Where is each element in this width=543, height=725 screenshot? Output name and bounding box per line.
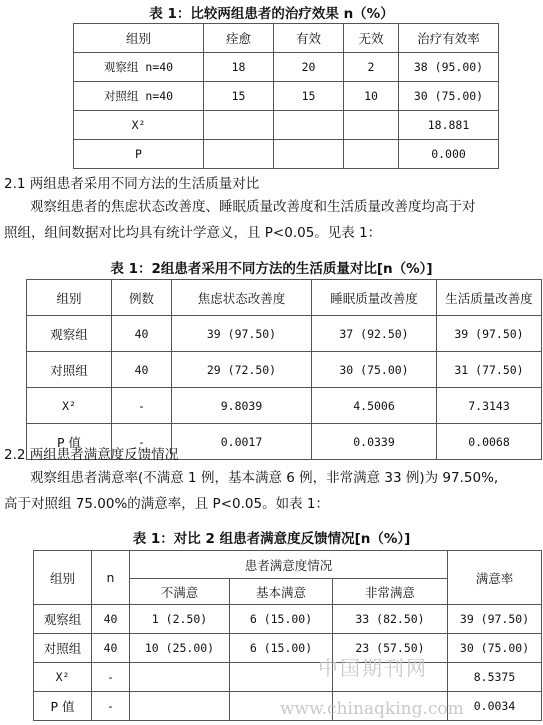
table3-cell: 0.0034 xyxy=(448,692,542,721)
table2-header-anxiety: 焦虑状态改善度 xyxy=(172,280,312,316)
table2-caption: 表 1：2组患者采用不同方法的生活质量对比[n（%）] xyxy=(110,261,433,277)
table2-cell: 7.3143 xyxy=(437,388,542,424)
table-row xyxy=(27,316,542,352)
table-row xyxy=(34,663,542,692)
table2-cell: 31 (77.50) xyxy=(437,352,542,388)
table2-cell: 39 (97.50) xyxy=(437,316,542,352)
table-row xyxy=(74,82,499,111)
table2-cell: 观察组 xyxy=(27,316,112,352)
table3-subheader-unsatisfied: 不满意 xyxy=(130,579,230,605)
table-row xyxy=(74,111,499,140)
table1 xyxy=(73,23,499,169)
table1-cell: P xyxy=(74,140,204,169)
table2-cell: 30 (75.00) xyxy=(312,352,437,388)
table3-subheader-very: 非常满意 xyxy=(333,579,448,605)
table3-subheader-basic: 基本满意 xyxy=(230,579,333,605)
section3-paragraph-line2: 高于对照组 75.00%的满意率，且 P<0.05。如表 1： xyxy=(4,496,329,512)
table3-cell: 30 (75.00) xyxy=(448,634,542,663)
table2-header-life: 生活质量改善度 xyxy=(437,280,542,316)
table3 xyxy=(33,550,542,721)
table3-cell xyxy=(130,692,230,721)
table2-cell: 40 xyxy=(112,352,172,388)
table1-cell: 18 xyxy=(204,53,274,82)
table2-cell: 0.0339 xyxy=(312,424,437,460)
table2-cell: 4.5006 xyxy=(312,388,437,424)
table2-header-sleep: 睡眠质量改善度 xyxy=(312,280,437,316)
table2-cell: 39 (97.50) xyxy=(172,316,312,352)
table3-cell: 33 (82.50) xyxy=(333,605,448,634)
table2-header-group: 组别 xyxy=(27,280,112,316)
table2-cell: P 值 xyxy=(27,424,112,460)
table1-cell xyxy=(204,140,274,169)
table1-header-rate: 治疗有效率 xyxy=(399,24,499,53)
table1-cell xyxy=(344,140,399,169)
table3-cell: P 值 xyxy=(34,692,92,721)
table1-header-ineffective: 无效 xyxy=(344,24,399,53)
section-heading-2-2: 2.2 两组患者满意度反馈情况 xyxy=(4,447,179,463)
watermark-url: www.chinaqking.com xyxy=(280,699,464,719)
table1-cell: 30 (75.00) xyxy=(399,82,499,111)
table2-cell: 29 (72.50) xyxy=(172,352,312,388)
table2-cell: 37 (92.50) xyxy=(312,316,437,352)
section-heading-2-1: 2.1 两组患者采用不同方法的生活质量对比 xyxy=(4,176,260,192)
table3-cell: 23 (57.50) xyxy=(333,634,448,663)
section2-paragraph-line1: 观察组患者的焦虑状态改善度、睡眠质量改善度和生活质量改善度均高于对 xyxy=(30,199,476,215)
table1-header-cured: 痊愈 xyxy=(204,24,274,53)
table2-cell: 0.0068 xyxy=(437,424,542,460)
table1-cell xyxy=(274,140,344,169)
table2-header-count: 例数 xyxy=(112,280,172,316)
table3-cell: 10 (25.00) xyxy=(130,634,230,663)
table1-cell: 2 xyxy=(344,53,399,82)
table3-cell: 39 (97.50) xyxy=(448,605,542,634)
table2-cell: 9.8039 xyxy=(172,388,312,424)
table-row xyxy=(74,53,499,82)
table3-cell: 6 (15.00) xyxy=(230,605,333,634)
table3-cell: 40 xyxy=(92,634,130,663)
table3-header-rate: 满意率 xyxy=(448,551,542,605)
table2-cell: 对照组 xyxy=(27,352,112,388)
table3-cell: 40 xyxy=(92,605,130,634)
table1-cell: 18.881 xyxy=(399,111,499,140)
table3-cell: X² xyxy=(34,663,92,692)
table1-cell xyxy=(344,111,399,140)
table1-cell xyxy=(274,111,344,140)
watermark-cn: 中国期刊网 xyxy=(318,656,428,680)
table3-cell: - xyxy=(92,663,130,692)
table-row xyxy=(27,388,542,424)
table3-cell: 1 (2.50) xyxy=(130,605,230,634)
table2-cell: X² xyxy=(27,388,112,424)
table3-cell xyxy=(130,663,230,692)
table1-cell: 15 xyxy=(204,82,274,111)
table3-cell: - xyxy=(92,692,130,721)
table1-cell: 15 xyxy=(274,82,344,111)
table1-cell: 10 xyxy=(344,82,399,111)
table1-cell: 对照组 n=40 xyxy=(74,82,204,111)
table3-cell: 观察组 xyxy=(34,605,92,634)
table3-cell: 6 (15.00) xyxy=(230,634,333,663)
table3-cell: 对照组 xyxy=(34,634,92,663)
table1-cell: 20 xyxy=(274,53,344,82)
table-row xyxy=(34,605,542,634)
table-row xyxy=(34,634,542,663)
section3-paragraph-line1: 观察组患者满意率(不满意 1 例，基本满意 6 例，非常满意 33 例)为 97.50%, xyxy=(30,470,499,486)
table2 xyxy=(26,279,542,460)
table1-cell: X² xyxy=(74,111,204,140)
table3-header-group: 组别 xyxy=(34,551,92,605)
table2-cell: 0.0017 xyxy=(172,424,312,460)
table3-header-n: n xyxy=(92,551,130,605)
table-row xyxy=(74,140,499,169)
table3-cell: 8.5375 xyxy=(448,663,542,692)
table2-cell: - xyxy=(112,424,172,460)
section2-paragraph-line2: 照组，组间数据对比均具有统计学意义，且 P<0.05。见表 1： xyxy=(4,225,382,241)
table1-header-group: 组别 xyxy=(74,24,204,53)
table1-cell: 观察组 n=40 xyxy=(74,53,204,82)
table-row xyxy=(27,352,542,388)
table1-cell xyxy=(204,111,274,140)
table2-cell: 40 xyxy=(112,316,172,352)
table1-cell: 0.000 xyxy=(399,140,499,169)
table2-cell: - xyxy=(112,388,172,424)
table1-caption: 表 1：比较两组患者的治疗效果 n（%） xyxy=(149,6,394,22)
table3-header-satisfaction: 患者满意度情况 xyxy=(130,551,448,579)
table1-cell: 38 (95.00) xyxy=(399,53,499,82)
table1-header-effective: 有效 xyxy=(274,24,344,53)
table3-caption: 表 1：对比 2 组患者满意度反馈情况[n（%）] xyxy=(132,531,411,547)
